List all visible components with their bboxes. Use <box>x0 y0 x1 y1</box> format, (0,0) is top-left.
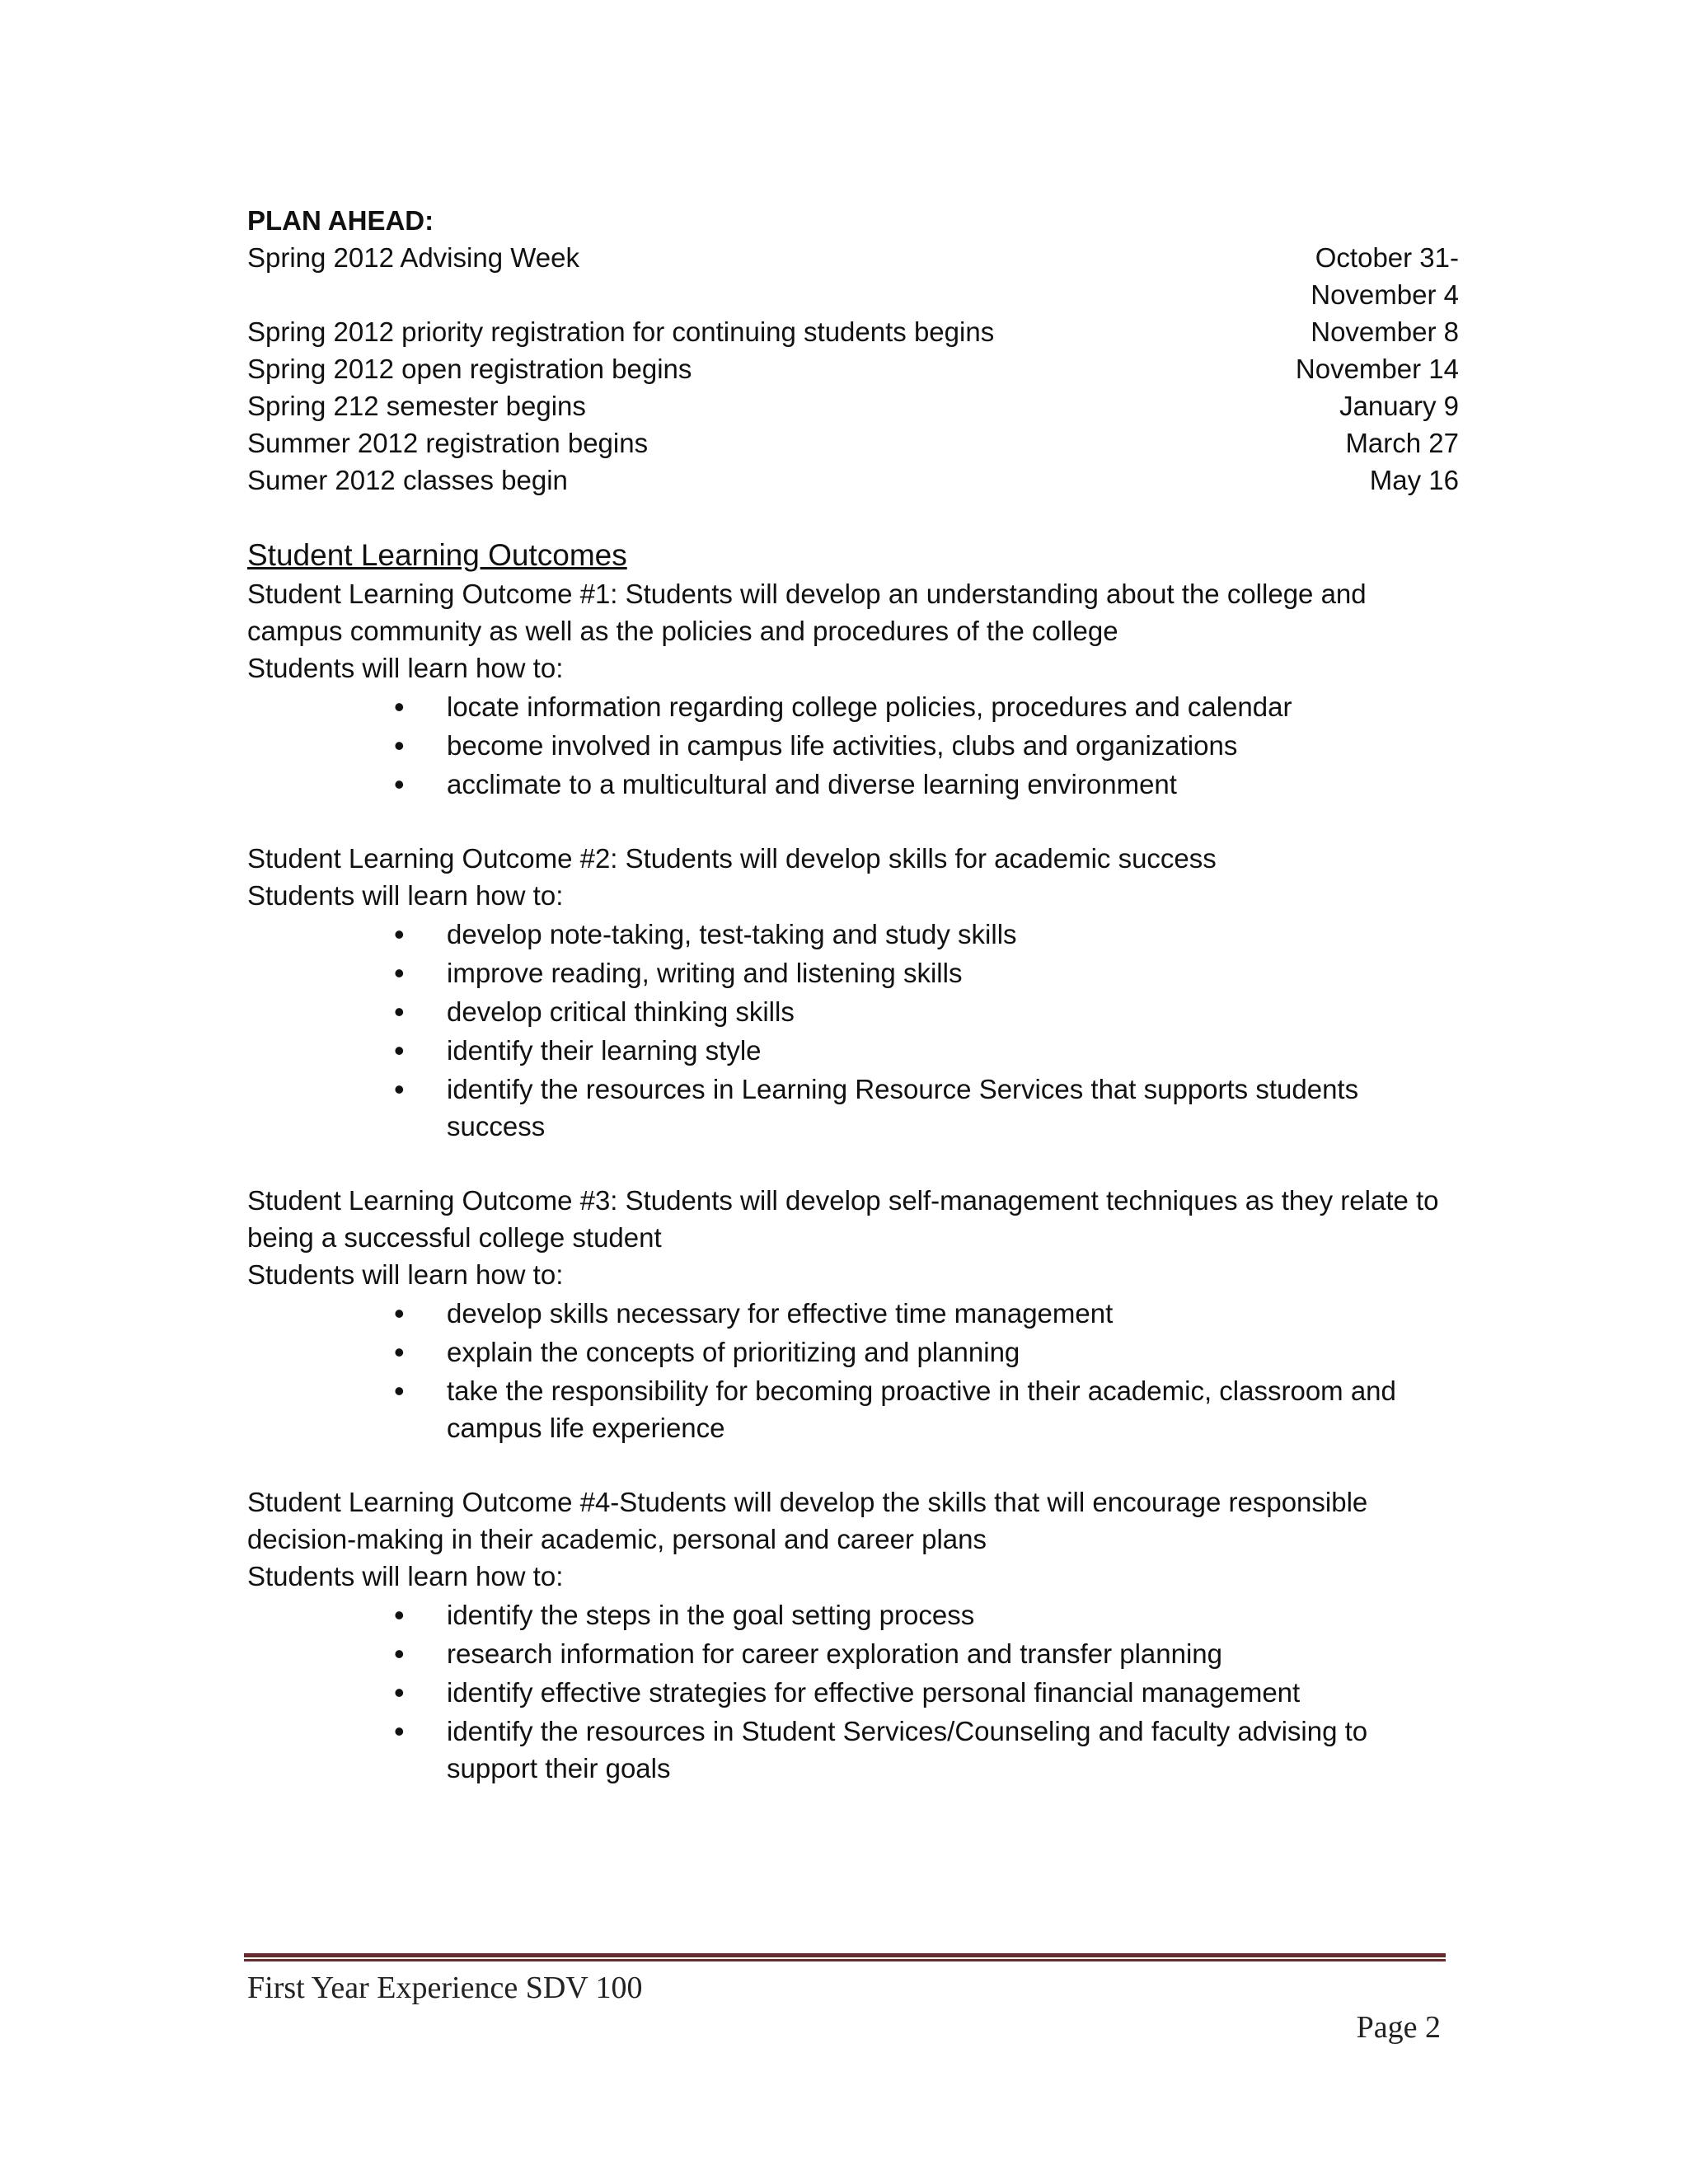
schedule-event: Sumer 2012 classes begin <box>247 465 568 495</box>
schedule-event: Spring 2012 priority registration for continuing students begins <box>247 316 995 347</box>
outcome-title: Student Learning Outcome #4-Students will develop the skills that will encourage responsible decision-making in their academic, personal and career plans <box>247 1487 1368 1554</box>
list-item: • identify the steps in the goal setting process <box>447 1596 1459 1633</box>
outcome-intro: Students will learn how to: <box>247 1259 564 1290</box>
list-item: • identify their learning style <box>447 1032 1459 1069</box>
outcome-block-1 <box>247 575 1459 803</box>
schedule-row <box>247 313 1459 350</box>
footer-divider <box>244 1953 1446 1961</box>
outcome-title: Student Learning Outcome #2: Students will develop skills for academic success <box>247 843 1217 874</box>
list-item: • explain the concepts of prioritizing and planning <box>447 1333 1459 1371</box>
footer-course-title: First Year Experience SDV 100 <box>247 1971 643 2005</box>
schedule-date: March 27 <box>1345 428 1459 458</box>
outcome-list <box>247 1295 1459 1446</box>
outcome-intro: Students will learn how to: <box>247 880 564 911</box>
schedule-row <box>247 239 1459 313</box>
slo-section-title: Student Learning Outcomes <box>247 538 627 572</box>
outcome-intro: Students will learn how to: <box>247 653 564 683</box>
schedule-row <box>247 387 1459 424</box>
schedule-event: Spring 2012 Advising Week <box>247 242 579 273</box>
schedule-event: Spring 212 semester begins <box>247 391 586 421</box>
outcome-block-4 <box>247 1483 1459 1787</box>
outcome-block-3 <box>247 1182 1459 1446</box>
list-item: • locate information regarding college policies, procedures and calendar <box>447 688 1459 725</box>
schedule-date: October 31- November 4 <box>1311 242 1459 310</box>
schedule-date: May 16 <box>1369 465 1459 495</box>
list-item: • identify the resources in Learning Resource Services that supports students success <box>447 1071 1459 1145</box>
outcome-list <box>247 916 1459 1145</box>
schedule-row <box>247 424 1459 462</box>
footer-page-number: Page 2 <box>1356 2010 1441 2045</box>
outcome-list <box>247 688 1459 803</box>
list-item: • identify effective strategies for effective personal financial management <box>447 1674 1459 1711</box>
schedule-date: January 9 <box>1339 391 1459 421</box>
list-item: • take the responsibility for becoming proactive in their academic, classroom and campus life experience <box>447 1372 1459 1446</box>
schedule-row <box>247 462 1459 499</box>
list-item: • develop skills necessary for effective time management <box>447 1295 1459 1332</box>
schedule-date: November 14 <box>1295 354 1459 384</box>
document-page <box>247 202 1459 1788</box>
list-item: • research information for career exploration and transfer planning <box>447 1635 1459 1672</box>
list-item: • acclimate to a multicultural and diverse learning environment <box>447 766 1459 803</box>
list-item: • become involved in campus life activities, clubs and organizations <box>447 727 1459 764</box>
schedule-event: Summer 2012 registration begins <box>247 428 649 458</box>
schedule-event: Spring 2012 open registration begins <box>247 354 692 384</box>
schedule-list <box>247 239 1459 499</box>
outcome-list <box>247 1596 1459 1787</box>
outcome-block-2 <box>247 840 1459 1145</box>
list-item: • develop note-taking, test-taking and study skills <box>447 916 1459 953</box>
outcome-intro: Students will learn how to: <box>247 1561 564 1591</box>
outcome-title: Student Learning Outcome #3: Students will develop self-management techniques as they relate to being a successful college student <box>247 1185 1439 1253</box>
schedule-row <box>247 350 1459 387</box>
outcome-title: Student Learning Outcome #1: Students will develop an understanding about the college and campus community as well as the policies and procedures of the college <box>247 579 1367 646</box>
list-item: • develop critical thinking skills <box>447 993 1459 1030</box>
schedule-date: November 8 <box>1311 316 1459 347</box>
plan-ahead-heading: PLAN AHEAD: <box>247 205 434 236</box>
list-item: • identify the resources in Student Services/Counseling and faculty advising to support their goals <box>447 1713 1459 1787</box>
list-item: • improve reading, writing and listening skills <box>447 954 1459 991</box>
